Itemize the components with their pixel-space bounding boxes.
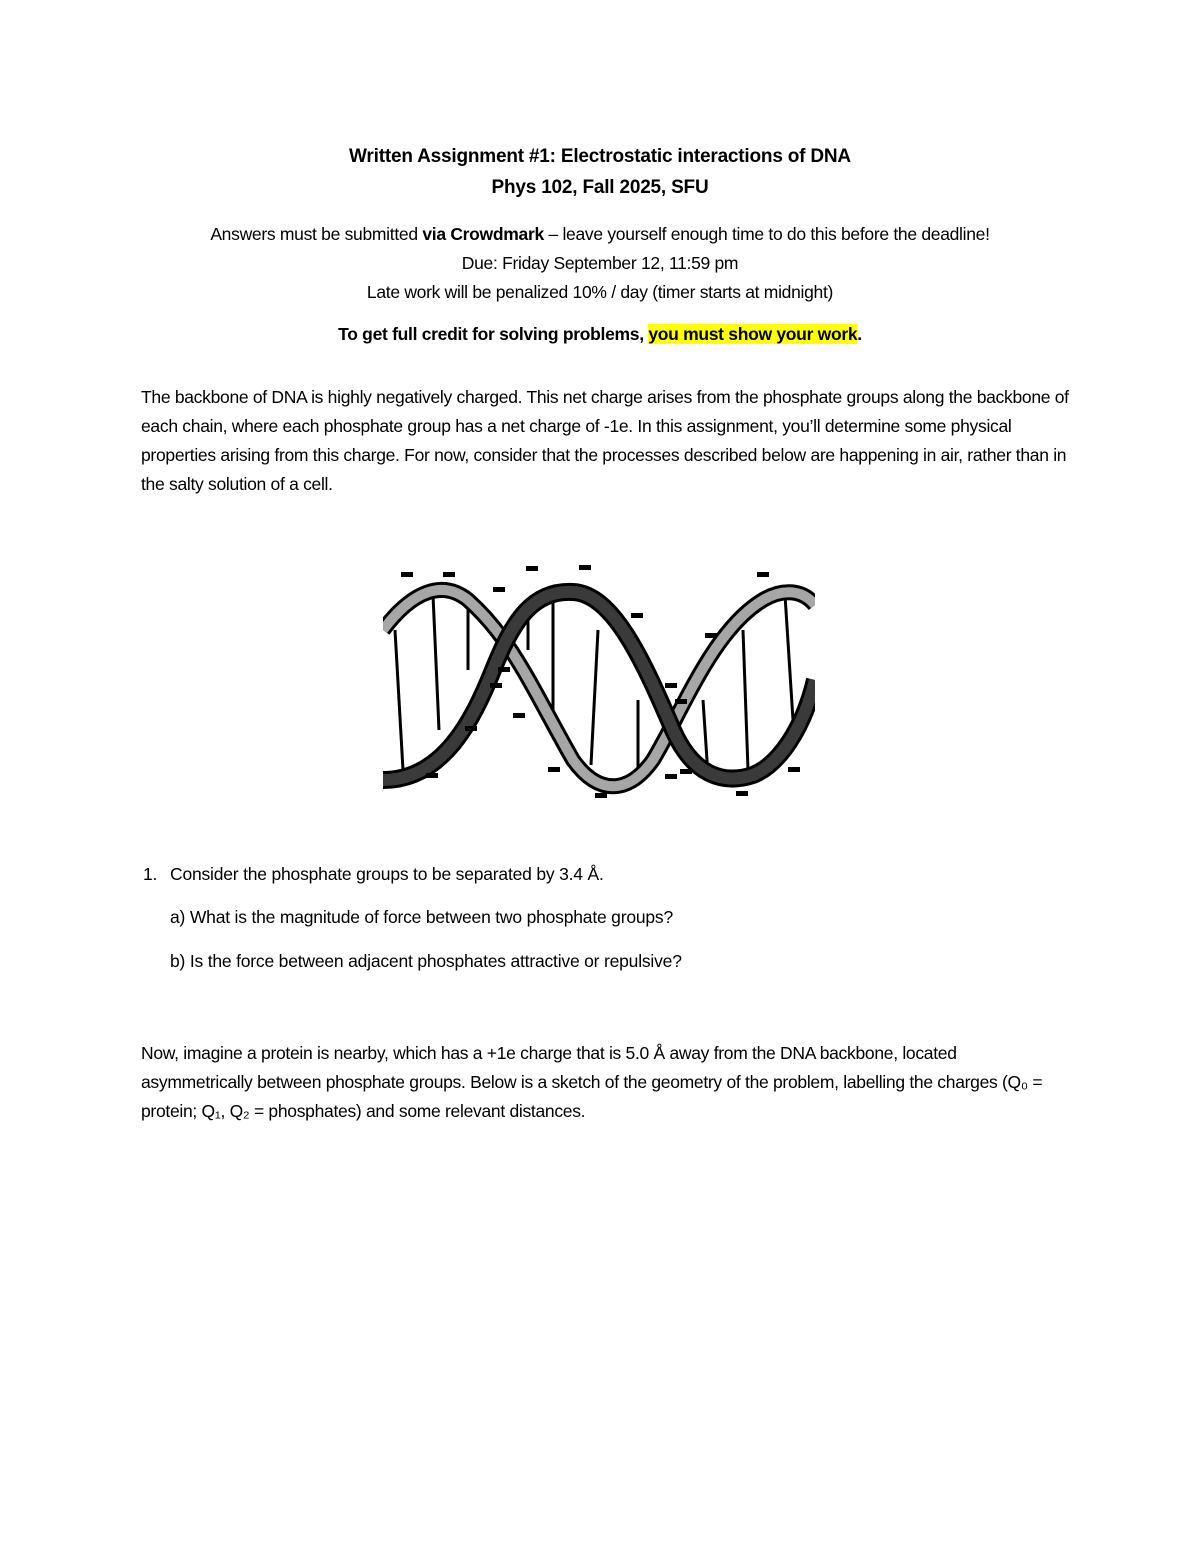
question-1a: a) What is the magnitude of force between two phosphate groups? (170, 907, 674, 927)
late-policy: Late work will be penalized 10% / day (timer starts at midnight) (366, 282, 834, 302)
crowdmark-emphasis: via Crowdmark (422, 224, 544, 244)
credit-notice: To get full credit for solving problems, you must show your work. (338, 324, 862, 344)
question-number: 1. (143, 864, 158, 884)
protein-paragraph: Now, imagine a protein is nearby, which has a +1e charge that is 5.0 Å away from the DNA backbone, located asymmetrically between phosphate groups. Below is a sketch of the geometry of the problem, labelling the charges (Q₀ = protein; Q₁, Q₂ = phosphates) and some relevant distances. (141, 1043, 1043, 1121)
intro-paragraph: The backbone of DNA is highly negatively charged. This net charge arises from the phosphate groups along the backbone of each chain, where each phosphate group has a net charge of -1e. In this assignment, you’ll determine some physical properties arising from this charge. For now, consider that the processes described below are happening in air, rather than in the salty solution of a cell. (141, 387, 1069, 494)
document-subtitle: Phys 102, Fall 2025, SFU (491, 177, 709, 198)
question-1b: b) Is the force between adjacent phosphates attractive or repulsive? (170, 951, 682, 971)
dna-helix-figure (383, 560, 815, 802)
question-1-text: Consider the phosphate groups to be separated by 3.4 Å. (170, 864, 604, 884)
submission-instructions: Answers must be submitted via Crowdmark – leave yourself enough time to do this before the deadline! (210, 224, 990, 244)
document-title: Written Assignment #1: Electrostatic interactions of DNA (349, 146, 851, 167)
highlighted-text: you must show your work (648, 324, 858, 344)
due-date: Due: Friday September 12, 11:59 pm (461, 253, 739, 273)
dna-helix-icon (383, 560, 815, 802)
